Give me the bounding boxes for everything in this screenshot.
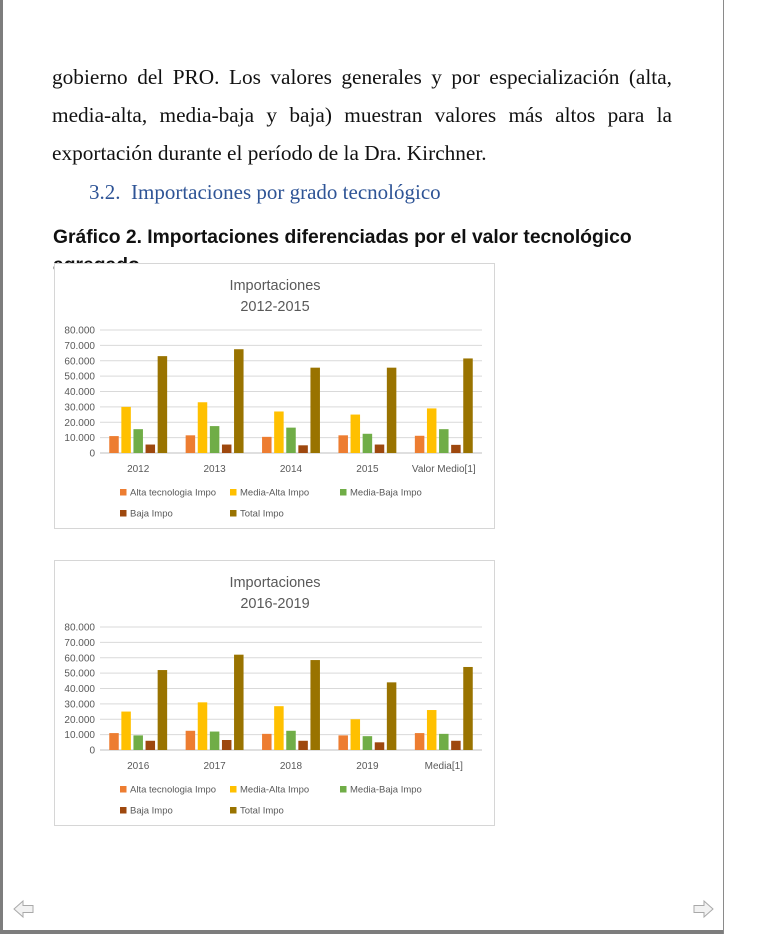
y-tick-label: 0 xyxy=(89,745,95,757)
x-tick-label: 2014 xyxy=(279,464,303,475)
chart-2016-2019-svg xyxy=(55,561,496,827)
chart-title: Importaciones xyxy=(229,575,321,591)
legend-label: Media-Baja Impo xyxy=(350,487,422,499)
y-tick-label: 70.000 xyxy=(64,340,95,352)
bar xyxy=(286,428,296,453)
x-tick-label: 2013 xyxy=(203,464,226,475)
legend-swatch xyxy=(230,807,237,814)
bar xyxy=(262,734,272,750)
bar xyxy=(109,733,119,750)
paragraph-line: media-alta, media-baja y baja) muestran valores más altos para la xyxy=(52,103,672,127)
legend-swatch xyxy=(230,489,237,496)
bar xyxy=(427,408,437,453)
legend-label: Media-Baja Impo xyxy=(350,784,422,796)
bar xyxy=(121,712,131,750)
legend-label: Total Impo xyxy=(240,805,284,817)
bar xyxy=(210,426,220,453)
chart-title: Importaciones xyxy=(229,278,321,294)
bar xyxy=(198,402,208,453)
y-tick-label: 0 xyxy=(89,448,95,460)
bar xyxy=(146,741,156,750)
bar xyxy=(463,358,473,453)
bar xyxy=(274,706,284,750)
bar xyxy=(133,735,143,750)
heading-number: 3.2. xyxy=(89,180,121,204)
body-paragraph xyxy=(52,58,672,172)
bar xyxy=(222,445,232,453)
y-tick-label: 10.000 xyxy=(64,730,95,742)
x-tick-label: Valor Medio[1] xyxy=(411,464,476,475)
legend-label: Media-Alta Impo xyxy=(240,784,310,796)
figure-caption: Gráfico 2. Importaciones diferenciadas por el valor tecnológico xyxy=(53,227,632,248)
arrow-right-icon[interactable] xyxy=(691,898,715,920)
legend-swatch xyxy=(120,786,127,793)
legend-label: Baja Impo xyxy=(130,508,173,520)
paragraph-line: gobierno del PRO. Los valores generales y por especialización (alta, xyxy=(52,65,672,89)
legend-label: Alta tecnologia Impo xyxy=(130,784,217,796)
bar xyxy=(415,436,425,453)
bar xyxy=(298,741,308,750)
legend-swatch xyxy=(230,786,237,793)
bar xyxy=(286,731,296,750)
y-tick-label: 20.000 xyxy=(64,417,95,429)
bar xyxy=(158,356,168,453)
bar xyxy=(210,732,220,750)
y-tick-label: 40.000 xyxy=(64,387,95,398)
scrollbar-area[interactable] xyxy=(723,0,769,934)
bar xyxy=(351,719,361,750)
legend-swatch xyxy=(120,807,127,814)
bar xyxy=(234,655,244,750)
arrow-left-icon[interactable] xyxy=(12,898,36,920)
bar xyxy=(262,437,272,453)
bar xyxy=(427,710,437,750)
bar xyxy=(186,435,196,453)
chart-2012-2015 xyxy=(54,263,495,529)
bar xyxy=(310,660,320,750)
bar xyxy=(133,429,143,453)
bar xyxy=(146,445,156,453)
section-heading xyxy=(89,180,441,205)
y-tick-label: 30.000 xyxy=(64,402,95,414)
bar xyxy=(198,702,208,750)
x-tick-label: Media[1] xyxy=(424,761,463,772)
legend-label: Media-Alta Impo xyxy=(240,487,310,499)
bar xyxy=(338,735,348,750)
bar xyxy=(463,667,473,750)
y-tick-label: 40.000 xyxy=(64,684,95,695)
y-tick-label: 50.000 xyxy=(64,371,95,383)
x-tick-label: 2015 xyxy=(356,464,379,475)
bar xyxy=(451,741,461,750)
legend-swatch xyxy=(230,510,237,517)
y-tick-label: 70.000 xyxy=(64,637,95,649)
bar xyxy=(310,368,320,453)
bar xyxy=(387,682,397,750)
x-tick-label: 2019 xyxy=(356,761,379,772)
x-tick-label: 2016 xyxy=(127,761,150,772)
chart-subtitle: 2012-2015 xyxy=(240,299,310,315)
y-tick-label: 10.000 xyxy=(64,433,95,445)
bar xyxy=(121,407,131,453)
x-tick-label: 2012 xyxy=(127,464,150,475)
bar xyxy=(298,445,308,453)
bar xyxy=(387,368,397,453)
legend-label: Alta tecnologia Impo xyxy=(130,487,217,499)
y-tick-label: 80.000 xyxy=(64,325,95,337)
bar xyxy=(363,736,373,750)
bar xyxy=(363,434,373,453)
bar xyxy=(109,436,119,453)
x-tick-label: 2017 xyxy=(203,761,226,772)
legend-swatch xyxy=(120,489,127,496)
y-tick-label: 80.000 xyxy=(64,622,95,634)
bar xyxy=(351,415,361,453)
bar xyxy=(439,429,449,453)
legend-swatch xyxy=(340,786,347,793)
bar xyxy=(451,445,461,453)
heading-text: Importaciones por grado tecnológico xyxy=(131,180,441,204)
x-tick-label: 2018 xyxy=(279,761,303,772)
chart-2012-2015-svg xyxy=(55,264,496,530)
paragraph-line: exportación durante el período de la Dra. Kirchner. xyxy=(52,141,487,165)
bar xyxy=(274,411,284,453)
bar xyxy=(375,445,385,453)
y-tick-label: 50.000 xyxy=(64,668,95,680)
legend-label: Baja Impo xyxy=(130,805,173,817)
y-tick-label: 60.000 xyxy=(64,653,95,665)
y-tick-label: 30.000 xyxy=(64,699,95,711)
legend-swatch xyxy=(120,510,127,517)
bar xyxy=(234,349,244,453)
bar xyxy=(415,733,425,750)
legend-swatch xyxy=(340,489,347,496)
y-tick-label: 20.000 xyxy=(64,714,95,726)
bar xyxy=(186,731,196,750)
chart-subtitle: 2016-2019 xyxy=(240,596,310,612)
chart-2016-2019 xyxy=(54,560,495,826)
bar xyxy=(158,670,168,750)
y-tick-label: 60.000 xyxy=(64,356,95,368)
bar xyxy=(222,740,232,750)
bar xyxy=(375,742,385,750)
bar xyxy=(439,734,449,750)
bar xyxy=(338,435,348,453)
legend-label: Total Impo xyxy=(240,508,284,520)
